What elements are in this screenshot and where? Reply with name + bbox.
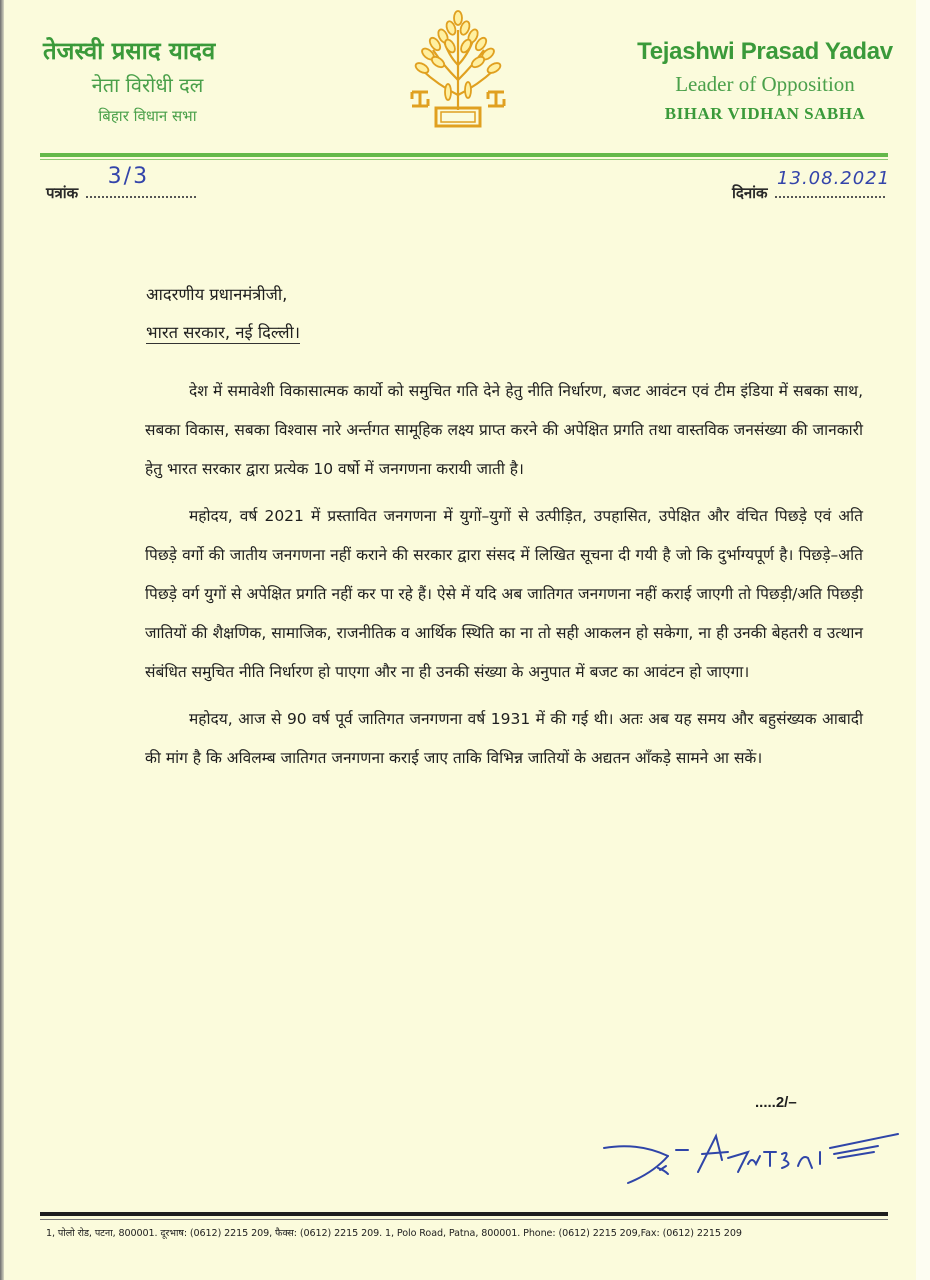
date-value: 13.08.2021	[777, 168, 891, 189]
letterhead-english	[630, 34, 900, 130]
header-divider-thin	[40, 159, 888, 160]
bihar-bodhi-tree-emblem-icon	[408, 10, 508, 128]
addressee	[146, 276, 300, 352]
scan-edge	[0, 0, 4, 1280]
body-paragraph: देश में समावेशी विकासात्मक कार्यो को समुचित गति देने हेतु नीति निर्धारण, बजट आवंटन एवं टीम इंडिया में सबका साथ, सबका विकास, सबका विश्वास नारे अर्न्तगत सामूहिक लक्ष्य प्राप्त करने की अपेक्षित प्रगति तथा वास्तविक जनसंख्या की जानकारी हेतु भारत सरकार द्वारा प्रत्येक 10 वर्षो में जनगणना करायी जाती है।	[145, 382, 863, 478]
sender-name-english: Tejashwi Prasad Yadav	[637, 38, 893, 65]
house-name-english: BIHAR VIDHAN SABHA	[664, 104, 866, 123]
sender-name-hindi: तेजस्वी प्रसाद यादव	[43, 37, 216, 65]
date-field	[775, 168, 891, 198]
reference-value: 3/3	[107, 164, 150, 189]
header-divider	[40, 153, 888, 157]
footer-divider-thin	[40, 1219, 888, 1220]
scan-margin	[916, 0, 930, 1280]
footer-divider	[40, 1212, 888, 1216]
addressee-office: भारत सरकार, नई दिल्ली।	[146, 323, 301, 342]
letter-date	[732, 168, 891, 203]
letterhead-hindi	[45, 34, 250, 130]
handwritten-signature-icon	[598, 1128, 908, 1198]
sender-title-english: Leader of Opposition	[675, 72, 855, 96]
addressee-salutation: आदरणीय प्रधानमंत्रीजी,	[146, 285, 288, 304]
reference-number	[46, 164, 196, 203]
house-name-hindi: बिहार विधान सभा	[98, 107, 197, 125]
body-paragraph: महोदय, आज से 90 वर्ष पूर्व जातिगत जनगणना वर्ष 1931 में की गई थी। अतः अब यह समय और बहुसंख्यक आबादी की मांग है कि अविलम्ब जातिगत जनगणना कराई जाए ताकि विभिन्न जातियों के अद्यतन आँकड़े सामने आ सकें।	[145, 710, 863, 767]
footer-address: 1, पोलो रोड, पटना, 800001. दूरभाष: (0612) 2215 209, फैक्स: (0612) 2215 209. 1, Polo Road, Patna, 800001. Phone: (0612) 2215 209,Fax: (0612) 2215 209	[46, 1228, 742, 1239]
body-paragraph: महोदय, वर्ष 2021 में प्रस्तावित जनगणना में युगों–युगों से उत्पीड़ित, उपहासित, उपेक्षित और वंचित पिछड़े एवं अति पिछड़े वर्गो की जातीय जनगणना नहीं कराने की सरकार द्वारा संसद में लिखित सूचना दी गयी है जो कि दुर्भाग्यपूर्ण है। पिछड़े–अति पिछड़े वर्ग युगों से अपेक्षित प्रगति नहीं कर पा रहे हैं। ऐसे में यदि अब जातिगत जनगणना नहीं कराई जाएगी तो पिछड़ी/अति पिछड़ी जातियों की शैक्षणिक, सामाजिक, राजनीतिक व आर्थिक स्थिति का ना तो सही आकलन हो सकेगा, ना ही उनकी बेहतरी व उत्थान संबंधित समुचित नीति निर्धारण हो पाएगा और ना ही उनकी संख्या के अनुपात में बजट का आवंटन हो जाएगा।	[145, 507, 863, 681]
date-label: दिनांक	[732, 184, 768, 202]
sender-title-hindi: नेता विरोधी दल	[91, 73, 204, 97]
reference-field	[86, 164, 196, 198]
reference-label: पत्रांक	[46, 184, 79, 202]
letter-body	[145, 372, 863, 786]
continuation-marker: .....2/–	[755, 1094, 797, 1111]
